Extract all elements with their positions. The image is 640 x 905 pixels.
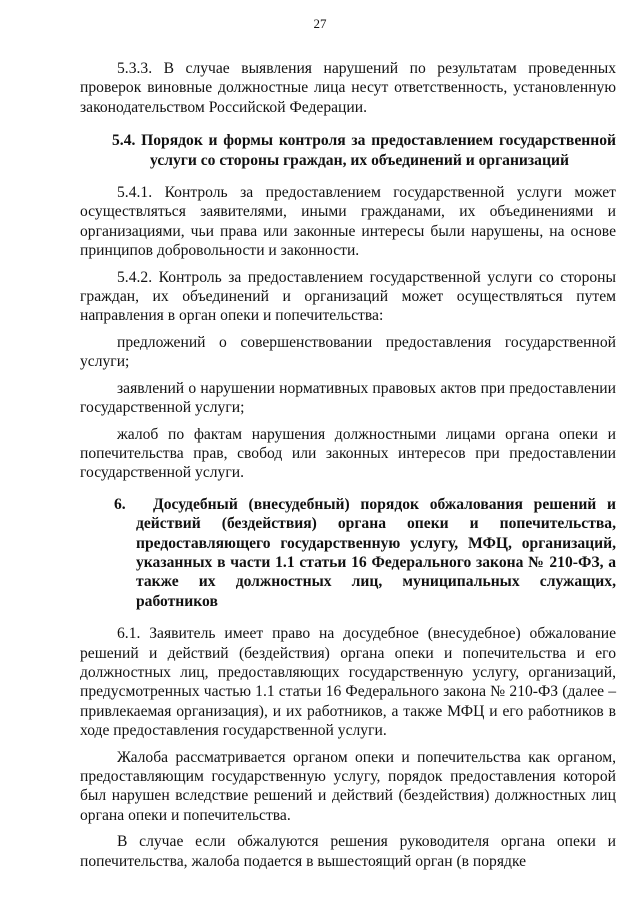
- paragraph-5-4-1: 5.4.1. Контроль за предоставлением государственной услуги может осуществляться заявителями, иными гражданами, их объединениями и организациями, чьи права или законные интересы были нарушены, на основе принципов добровольности и законности.: [80, 184, 616, 260]
- paragraph-complaint-review: Жалоба рассматривается органом опеки и попечительства как органом, предоставляющим государственную услугу, порядок предоставления которой был нарушен вследствие решений и действий (бездействия) должностных лиц органа опеки и попечительства.: [80, 748, 616, 824]
- heading-5-4: 5.4. Порядок и формы контроля за предоставлением государственной услуги со стороны граждан, их объединений и организаций: [112, 132, 616, 169]
- page-number: 27: [313, 16, 327, 31]
- page-content: [80, 59, 616, 871]
- paragraph-6-1: 6.1. Заявитель имеет право на досудебное (внесудебное) обжалование решений и действий (бездействия) органа опеки и попечительства и его должностных лиц, предоставляющих государственную услугу, организаций, предусмотренных частью 1.1 статьи 16 Федерального закона № 210-ФЗ (далее – привлекаемая организация), и их работников, а также МФЦ и его работников в ходе предоставления государственной услуги.: [80, 625, 616, 740]
- paragraph-5-4-2: 5.4.2. Контроль за предоставлением государственной услуги со стороны граждан, их объединений и организаций может осуществляться путем направления в орган опеки и попечительства:: [80, 268, 616, 325]
- list-item-proposals: предложений о совершенствовании предоставления государственной услуги;: [80, 333, 616, 371]
- list-item-statements: заявлений о нарушении нормативных правовых актов при предоставлении государственной услуги;: [80, 379, 616, 417]
- heading-section-6: [80, 495, 616, 611]
- paragraph-head-decisions: В случае если обжалуются решения руководителя органа опеки и попечительства, жалоба подается в вышестоящий орган (в порядке: [80, 833, 616, 870]
- section-number: 6.: [114, 495, 126, 513]
- section-title: Досудебный (внесудебный) порядок обжалования решений и действий (бездействия) органа опеки и попечительства, предоставляющего государственную услугу, МФЦ, организаций, указанных в части 1.1 статьи 16 Федерального закона № 210-ФЗ, а также их должностных лиц, муниципальных служащих, работников: [136, 495, 616, 610]
- paragraph-5-3-3: 5.3.3. В случае выявления нарушений по результатам проведенных проверок виновные должностные лица несут ответственность, установленную законодательством Российской Федерации.: [80, 60, 616, 116]
- list-item-complaints: жалоб по фактам нарушения должностными лицами органа опеки и попечительства прав, свобод или законных интересов при предоставлении государственной услуги.: [80, 425, 616, 482]
